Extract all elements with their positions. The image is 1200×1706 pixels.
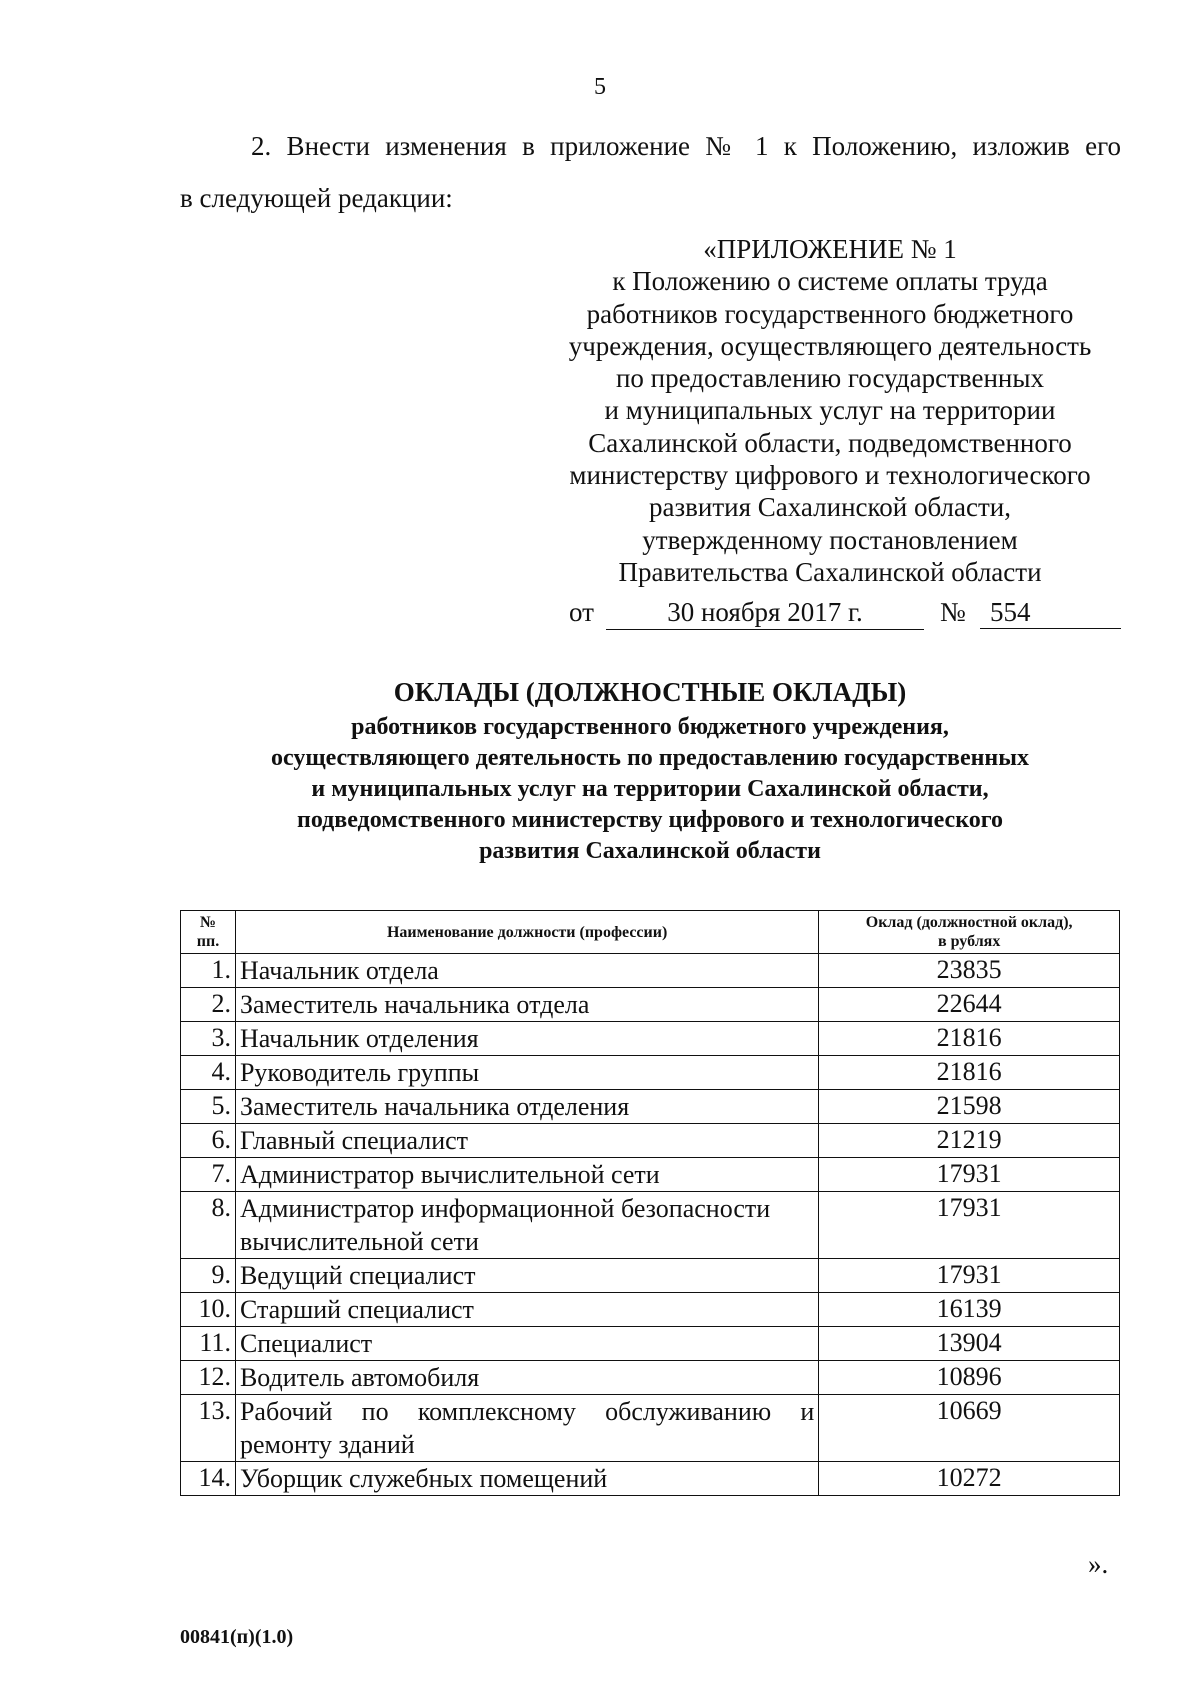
date-label: от bbox=[569, 597, 594, 627]
document-code: 00841(п)(1.0) bbox=[180, 1626, 294, 1648]
row-salary: 22644 bbox=[819, 988, 1120, 1022]
row-salary: 21816 bbox=[819, 1056, 1120, 1090]
header-salary-line: в рублях bbox=[937, 933, 1001, 950]
table-row bbox=[181, 1462, 1120, 1496]
row-number: 4. bbox=[181, 1056, 236, 1090]
row-number: 14. bbox=[181, 1462, 236, 1496]
salary-table bbox=[180, 910, 1120, 1496]
appendix-line: развития Сахалинской области, bbox=[649, 492, 1011, 523]
heading-line: и муниципальных услуг на территории Сахалинской области, bbox=[311, 776, 989, 802]
table-row bbox=[181, 1293, 1120, 1327]
table-header-row bbox=[181, 911, 1120, 954]
heading-line: осуществляющего деятельность по предоставлению государственных bbox=[270, 745, 1029, 771]
heading-line: подведомственного министерству цифрового и технологического bbox=[296, 807, 1004, 833]
row-salary: 23835 bbox=[819, 954, 1120, 988]
row-position: Уборщик служебных помещений bbox=[235, 1462, 818, 1496]
row-position: Рабочий по комплексному обслуживанию и ремонту зданий bbox=[235, 1395, 818, 1462]
row-position: Заместитель начальника отделения bbox=[235, 1090, 818, 1124]
table-row bbox=[181, 1022, 1120, 1056]
heading-title: ОКЛАДЫ (ДОЛЖНОСТНЫЕ ОКЛАДЫ) bbox=[393, 677, 907, 707]
header-number-line: пп. bbox=[196, 933, 220, 950]
table-row bbox=[181, 1056, 1120, 1090]
appendix-line: министерству цифрового и технологического bbox=[569, 460, 1091, 491]
row-number: 11. bbox=[181, 1327, 236, 1361]
heading-line: развития Сахалинской области bbox=[479, 838, 821, 864]
row-number: 9. bbox=[181, 1259, 236, 1293]
appendix-title: «ПРИЛОЖЕНИЕ № 1 bbox=[703, 234, 957, 264]
row-number: 7. bbox=[181, 1158, 236, 1192]
heading-line: работников государственного бюджетного учреждения, bbox=[351, 714, 949, 740]
appendix-line: Сахалинской области, подведомственного bbox=[588, 427, 1072, 458]
row-position: Администратор информационной безопасности вычислительной сети bbox=[235, 1192, 818, 1259]
row-number: 12. bbox=[181, 1361, 236, 1395]
row-number: 5. bbox=[181, 1090, 236, 1124]
row-number: 1. bbox=[181, 954, 236, 988]
row-position: Старший специалист bbox=[235, 1293, 818, 1327]
table-row bbox=[181, 1124, 1120, 1158]
table-row bbox=[181, 1395, 1120, 1462]
row-position: Начальник отдела bbox=[235, 954, 818, 988]
header-salary bbox=[819, 911, 1120, 954]
row-salary: 17931 bbox=[819, 1158, 1120, 1192]
row-number: 3. bbox=[181, 1022, 236, 1056]
row-salary: 17931 bbox=[819, 1192, 1120, 1259]
appendix-line: учреждения, осуществляющего деятельность bbox=[568, 330, 1092, 361]
row-number: 2. bbox=[181, 988, 236, 1022]
row-salary: 21219 bbox=[819, 1124, 1120, 1158]
table-row bbox=[181, 1192, 1120, 1259]
row-salary: 21816 bbox=[819, 1022, 1120, 1056]
header-number-line: № bbox=[199, 914, 217, 931]
row-number: 8. bbox=[181, 1192, 236, 1259]
row-position: Заместитель начальника отдела bbox=[235, 988, 818, 1022]
table-row bbox=[181, 1361, 1120, 1395]
row-position: Начальник отделения bbox=[235, 1022, 818, 1056]
row-salary: 21598 bbox=[819, 1090, 1120, 1124]
row-salary: 10669 bbox=[819, 1395, 1120, 1462]
resolution-number: 554 bbox=[980, 597, 1121, 629]
header-salary-line: Оклад (должностной оклад), bbox=[865, 914, 1073, 931]
appendix-line: утвержденному постановлением bbox=[642, 524, 1018, 555]
closing-quote-mark: ». bbox=[1088, 1549, 1109, 1579]
table-row bbox=[181, 954, 1120, 988]
resolution-date: 30 ноября 2017 г. bbox=[606, 597, 924, 630]
row-salary: 13904 bbox=[819, 1327, 1120, 1361]
row-number: 10. bbox=[181, 1293, 236, 1327]
appendix-line: Правительства Сахалинской области bbox=[618, 556, 1042, 587]
row-position: Ведущий специалист bbox=[235, 1259, 818, 1293]
appendix-header bbox=[540, 233, 1120, 588]
row-number: 6. bbox=[181, 1124, 236, 1158]
page-number: 5 bbox=[594, 74, 606, 100]
appendix-line: и муниципальных услуг на территории bbox=[604, 395, 1056, 426]
row-position: Специалист bbox=[235, 1327, 818, 1361]
table-row bbox=[181, 1259, 1120, 1293]
table-row bbox=[181, 1090, 1120, 1124]
table-row bbox=[181, 1158, 1120, 1192]
resolution-reference bbox=[569, 597, 1121, 633]
appendix-line: работников государственного бюджетного bbox=[586, 298, 1074, 329]
row-salary: 16139 bbox=[819, 1293, 1120, 1327]
row-salary: 10272 bbox=[819, 1462, 1120, 1496]
row-salary: 17931 bbox=[819, 1259, 1120, 1293]
header-number bbox=[181, 911, 236, 954]
row-position: Руководитель группы bbox=[235, 1056, 818, 1090]
number-label: № bbox=[940, 597, 966, 627]
appendix-line: по предоставлению государственных bbox=[615, 363, 1045, 394]
header-position: Наименование должности (профессии) bbox=[235, 911, 818, 954]
intro-paragraph-line-1: 2. Внести изменения в приложение № 1 к Положению, изложив его bbox=[251, 131, 1121, 161]
table-heading bbox=[180, 672, 1120, 867]
table-row bbox=[181, 988, 1120, 1022]
row-position: Главный специалист bbox=[235, 1124, 818, 1158]
row-position: Администратор вычислительной сети bbox=[235, 1158, 818, 1192]
row-position: Водитель автомобиля bbox=[235, 1361, 818, 1395]
table-row bbox=[181, 1327, 1120, 1361]
intro-paragraph-line-2: в следующей редакции: bbox=[180, 183, 453, 213]
row-salary: 10896 bbox=[819, 1361, 1120, 1395]
appendix-line: к Положению о системе оплаты труда bbox=[612, 266, 1048, 297]
row-number: 13. bbox=[181, 1395, 236, 1462]
